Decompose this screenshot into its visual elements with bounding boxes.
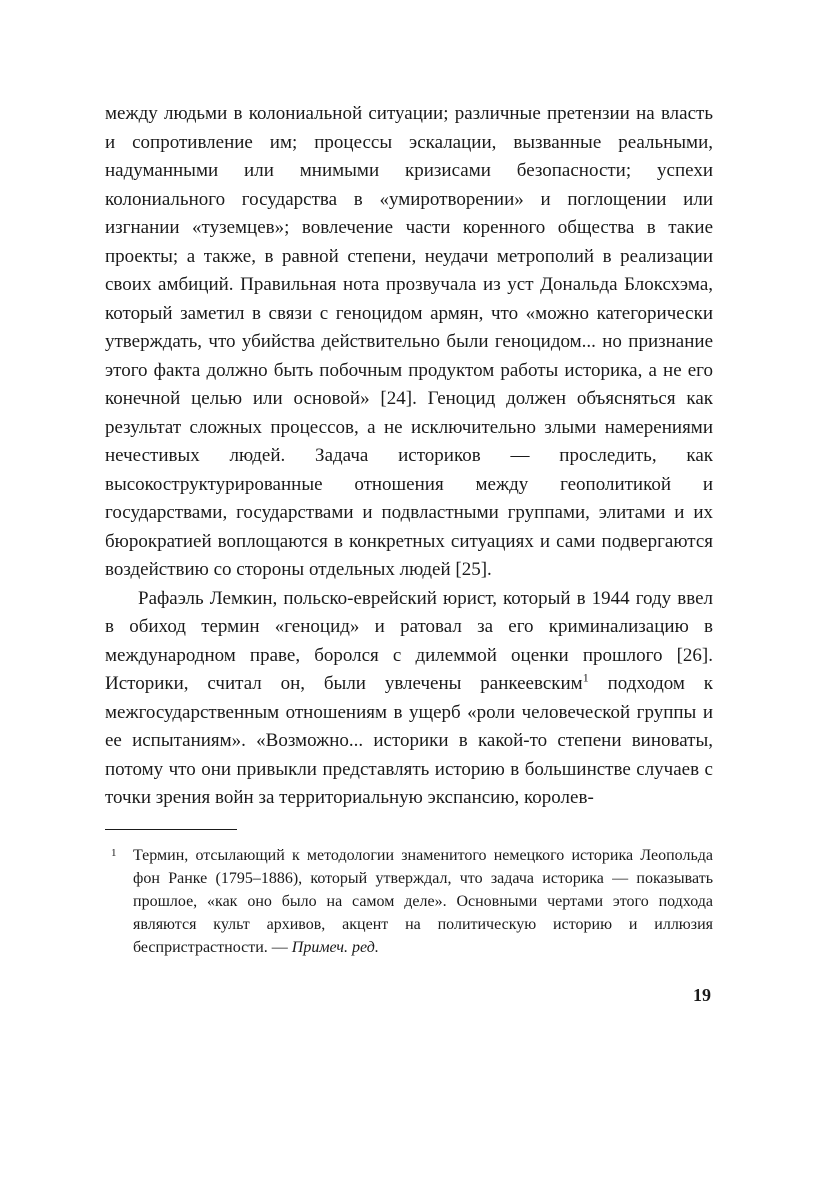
footnote-number: 1 [111, 846, 117, 859]
paragraph-text: подходом к межгосударственным отношениям в ущерб «роли человеческой группы и ее испытаниям». «Возможно... историки в какой-то степени виноваты, потому что они привыкли представлять историю в большинстве случаев с точки зрения войн за территориальную экспансию, королев- [105, 673, 714, 808]
paragraph [105, 585, 713, 813]
paragraph-text: Рафаэль Лемкин, польско-еврейский юрист, который в 1944 году ввел в обиход термин «геноцид» и ратовал за его криминализацию в международном праве, боролся с дилеммой оценки прошлого [26]. Историки, считал он, были увлечены ранкеевским [105, 587, 713, 694]
page-number: 19 [693, 984, 711, 1005]
footnote-attribution: Примеч. ред. [291, 938, 379, 956]
footnote-text: Термин, отсылающий к методологии знаменитого немецкого историка Леопольда фон Ранке (1795–1886), который утверждал, что задача историка — показывать прошлое, «как оно было на самом деле». Основными чертами этого подхода являются культ архивов, акцент на политическую историю и иллюзия беспристрастности. — [133, 846, 713, 956]
paragraph-continuation [105, 100, 713, 585]
footnote-reference-marker: 1 [582, 670, 589, 685]
main-text-block [105, 100, 713, 813]
footnote-separator-rule [105, 829, 237, 830]
page-footer [105, 985, 713, 1006]
paragraph-text: между людьми в колониальной ситуации; различные претензии на власть и сопротивление им; процессы эскалации, вызванные реальными, надуманными или мнимыми кризисами безопасности; успехи колониального государства в «умиротворении» и поглощении или изгнании «туземцев»; вовлечение части коренного общества в такие проекты; а также, в равной степени, неудачи метрополий в реализации своих амбиций. Правильная нота прозвучала из уст Дональда Блоксхэма, который заметил в связи с геноцидом армян, что «можно категорически утверждать, что убийства действительно были геноцидом... но признание этого факта должно быть побочным продуктом работы историка, а не его конечной целью или основой» [24]. Геноцид должен объясняться как результат сложных процессов, а не исключительно злыми намерениями нечестивых людей. Задача историков — проследить, как высокоструктурированные отношения между геополитикой и государствами, государствами и подвластными группами, элитами и их бюрократией воплощаются в конкретных ситуациях и сами подвергаются воздействию со стороны отдельных людей [25]. [105, 103, 713, 580]
footnote [105, 844, 713, 959]
